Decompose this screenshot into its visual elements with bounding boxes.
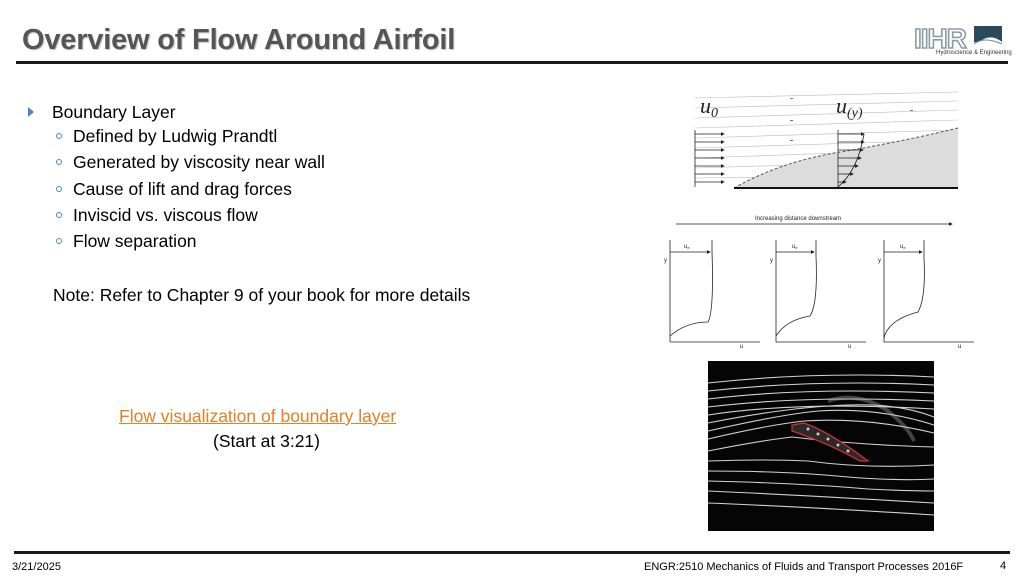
sub-bullet-text: Generated by viscosity near wall: [73, 152, 325, 173]
profile-3-ue: u: [900, 244, 904, 250]
page-number: 4: [1000, 560, 1007, 572]
video-start-time: (Start at 3:21): [213, 431, 320, 451]
boundary-layer-figure: [690, 90, 960, 230]
profile-2-y: y: [770, 258, 773, 264]
bullet-arrow-icon: [28, 107, 34, 117]
sub-bullet-text: Flow separation: [73, 231, 197, 252]
bullet-circle-icon: [56, 133, 62, 139]
profile-1-ue-sub: e: [687, 245, 690, 250]
footer-date: 3/21/2025: [12, 561, 61, 573]
sub-bullet-text: Inviscid vs. viscous flow: [73, 204, 258, 225]
sub-bullet-text: Cause of lift and drag forces: [73, 178, 292, 199]
flow-visualization-image: [708, 361, 934, 531]
svg-text:ue: [792, 244, 798, 250]
profile-1-ue: u: [684, 244, 688, 250]
profile-2-ue: u: [792, 244, 796, 250]
velocity-profiles-figure: [652, 216, 982, 350]
bullet-list: [28, 101, 325, 254]
svg-text:ue: [684, 244, 690, 250]
slide-title: Overview of Flow Around Airfoil: [22, 24, 456, 56]
svg-text:ue: [900, 244, 906, 250]
logo-subtitle: Hydroscience & Engineering: [936, 50, 1012, 56]
sub-bullet: [28, 228, 325, 254]
u0-subscript: 0: [711, 106, 718, 121]
profile-3-ue-sub: e: [903, 245, 906, 250]
profile-3-u: u: [958, 344, 962, 350]
title-divider: [16, 61, 1008, 64]
bullet-circle-icon: [56, 212, 62, 218]
svg-text:u0: [700, 93, 718, 121]
sub-bullet-text: Defined by Ludwig Prandtl: [73, 126, 278, 146]
uy-subscript: (y): [847, 106, 863, 121]
bullet-boundary-layer: [28, 101, 325, 123]
bullet-text: Boundary Layer: [52, 102, 176, 122]
logo-text: IIHR: [914, 23, 966, 54]
svg-text:u(y): [836, 93, 863, 121]
note-text: Note: Refer to Chapter 9 of your book for more details: [53, 285, 471, 305]
sub-bullet: [28, 176, 325, 202]
u0-label: u: [700, 93, 711, 118]
profile-2-u: u: [848, 344, 852, 350]
profile-2-ue-sub: e: [795, 245, 798, 250]
video-link[interactable]: Flow visualization of boundary layer: [119, 406, 397, 426]
footer-course: ENGR:2510 Mechanics of Fluids and Transport Processes 2016F: [644, 561, 964, 573]
profiles-caption: Increasing distance downstream: [755, 216, 842, 222]
uy-label: u: [836, 93, 847, 118]
sub-bullet: [28, 123, 325, 149]
profile-3-y: y: [878, 258, 881, 264]
bullet-circle-icon: [56, 238, 62, 244]
profile-1-y: y: [664, 258, 667, 264]
bullet-circle-icon: [56, 186, 62, 192]
sub-bullet: [28, 202, 325, 228]
sub-bullet: [28, 149, 325, 175]
bullet-circle-icon: [56, 159, 62, 165]
profile-1-u: u: [740, 344, 744, 350]
footer-divider: [14, 551, 1010, 554]
